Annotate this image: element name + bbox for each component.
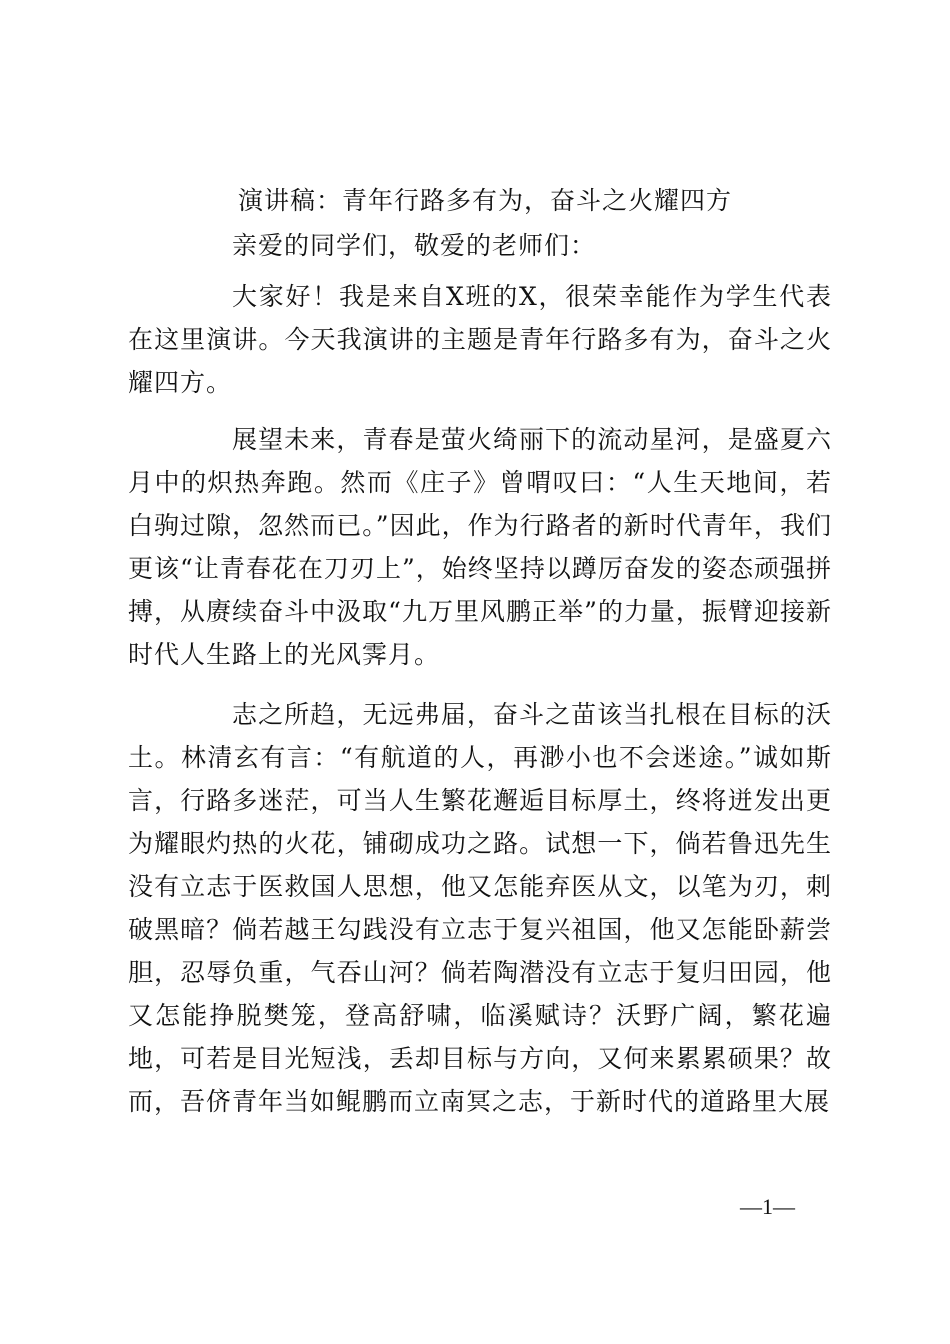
paragraph-future: 展望未来，青春是萤火绮丽下的流动星河，是盛夏六月中的炽热奔跑。然而《庄子》曾喟叹曰：“人生天地间，若白驹过隙，忽然而已。”因此，作为行路者的新时代青年，我们更该“让青春花在刀刃上”，始终坚持以蹲厉奋发的姿态顽强拼搏，从赓续奋斗中汲取“九万里风鹏正举”的力量，振臂迎接新时代人生路上的光风霁月。: [128, 425, 832, 669]
paragraph-ambition: 志之所趋，无远弗届，奋斗之苗该当扎根在目标的沃土。林清玄有言：“有航道的人，再渺小也不会迷途。”诚如斯言，行路多迷茫，可当人生繁花邂逅目标厚土，终将迸发出更为耀眼灼热的火花，铺砌成功之路。试想一下，倘若鲁迅先生没有立志于医救国人思想，他又怎能弃医从文，以笔为刃，刺破黑暗？倘若越王勾践没有立志于复兴祖国，他又怎能卧薪尝胆，忍辱负重，气吞山河？倘若陶潜没有立志于复归田园，他又怎能挣脱樊笼，登高舒啸，临溪赋诗？沃野广阔，繁花遍地，可若是目光短浅，丢却目标与方向，又何来累累硕果？故而，吾侪青年当如鲲鹏而立南冥之志，于新时代的道路里大展: [128, 700, 832, 1116]
speech-greeting: 亲爱的同学们，敬爱的老师们：: [232, 231, 597, 260]
speech-title: 演讲稿：青年行路多有为，奋斗之火耀四方: [238, 186, 733, 215]
page-number: —1—: [740, 1194, 795, 1219]
paragraph-intro: 大家好！我是来自X班的X，很荣幸能作为学生代表在这里演讲。今天我演讲的主题是青年行路多有为，奋斗之火耀四方。: [128, 282, 832, 397]
document-body: [128, 182, 832, 1123]
